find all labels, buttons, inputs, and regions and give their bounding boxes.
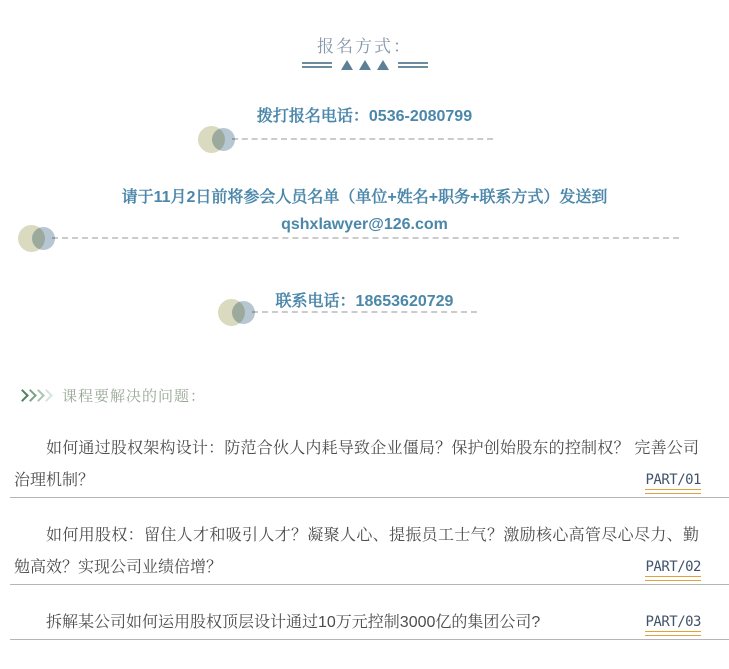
blue-circle-icon xyxy=(32,227,55,250)
overlap-circles-divider xyxy=(198,125,493,153)
chevron-right-icon xyxy=(40,389,53,402)
course-section-heading xyxy=(18,385,206,406)
registration-phone-line: 拨打报名电话：0536-2080799 xyxy=(256,108,473,125)
triangle-icon xyxy=(377,60,389,70)
dashed-line xyxy=(52,237,679,239)
chevrons-icon xyxy=(18,391,50,400)
course-item-text: 如何用股权：留住人才和吸引人才？凝聚人心、提振员工士气？激励核心高管尽心尽力、勤勉高效？实现公司业绩倍增？ xyxy=(14,527,699,576)
course-item xyxy=(10,607,729,640)
contact-phone-line: 联系电话：18653620729 xyxy=(275,293,454,310)
blue-circle-icon xyxy=(212,128,235,151)
triangle-icon xyxy=(341,60,353,70)
page-title: 报名方式： xyxy=(317,37,412,56)
dashed-line xyxy=(252,311,477,313)
triangles-icon xyxy=(341,60,389,70)
part-label: PART/01 xyxy=(645,472,701,494)
title-decoration xyxy=(0,60,729,70)
course-item-text: 拆解某公司如何运用股权顶层设计通过10万元控制3000亿的集团公司? xyxy=(46,614,541,631)
triangle-icon xyxy=(359,60,371,70)
course-item xyxy=(10,433,729,498)
overlap-circles-divider xyxy=(218,298,477,326)
course-items-list xyxy=(10,433,729,662)
double-line-icon xyxy=(302,62,332,68)
double-line-icon xyxy=(398,62,428,68)
blue-circle-icon xyxy=(232,301,255,324)
overlap-circles-divider xyxy=(18,224,679,252)
dashed-line xyxy=(232,138,493,140)
part-label: PART/02 xyxy=(645,559,701,581)
course-item xyxy=(10,520,729,585)
email-address: qshxlawyer@126.com xyxy=(281,216,448,233)
course-section-title: 课程要解决的问题： xyxy=(62,388,207,405)
course-item-text: 如何通过股权架构设计：防范合伙人内耗导致企业僵局？保护创始股东的控制权？ 完善公司治理机制？ xyxy=(14,440,699,489)
email-instruction-line: 请于11月2日前将参会人员名单（单位+姓名+职务+联系方式）发送到 xyxy=(121,189,608,206)
part-label: PART/03 xyxy=(645,614,701,636)
